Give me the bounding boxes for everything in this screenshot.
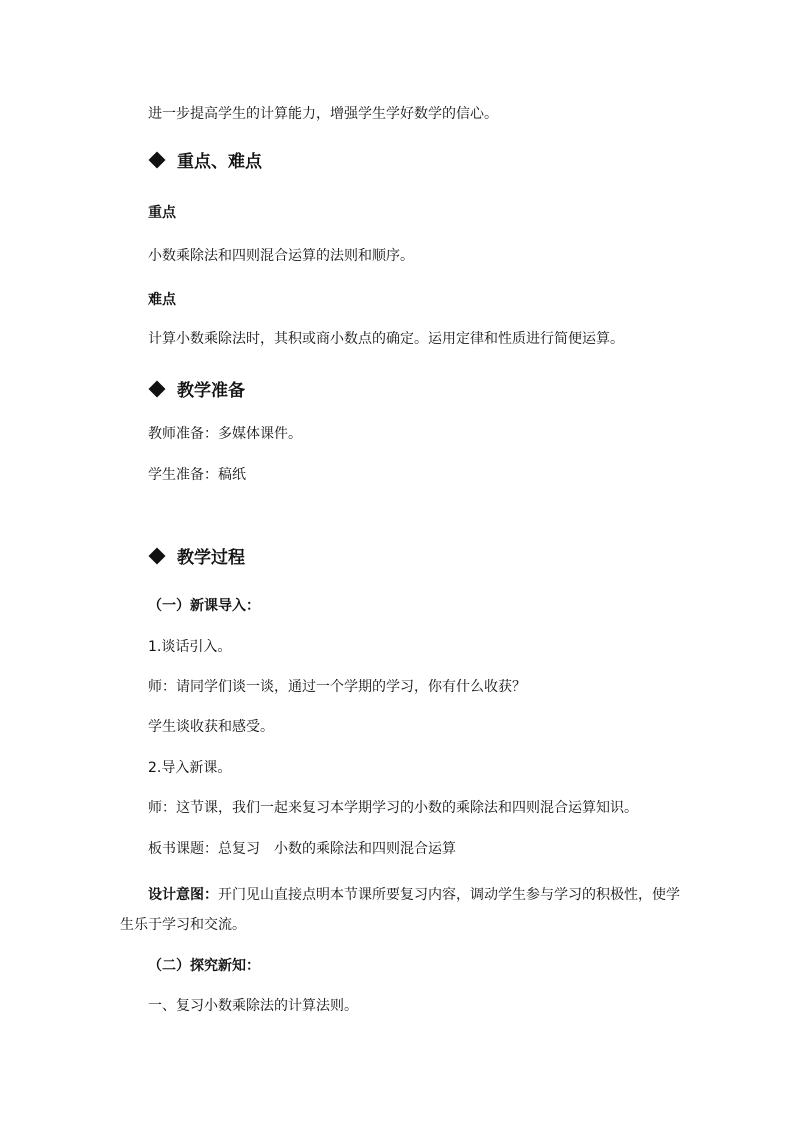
design-intent-paragraph [120, 880, 680, 940]
student-prep-text: 学生准备：稿纸 [148, 467, 246, 483]
board-title-text: 板书课题：总复习 小数的乘除法和四则混合运算 [148, 841, 456, 857]
key-label: 重点 [148, 205, 176, 221]
step-1-text: 1.谈话引入。 [148, 639, 232, 655]
difficulty-text: 计算小数乘除法时，其积或商小数点的确定。运用定律和性质进行简便运算。 [148, 331, 624, 347]
teacher-question-text: 师：请同学们谈一谈，通过一个学期的学习，你有什么收获？ [148, 679, 526, 695]
key-text: 小数乘除法和四则混合运算的法则和顺序。 [148, 248, 414, 264]
diamond-bullet-icon [149, 381, 166, 398]
teacher-intro-text: 师：这节课，我们一起来复习本学期学习的小数的乘除法和四则混合运算知识。 [148, 800, 638, 816]
heading-preparation-label: 教学准备 [177, 381, 245, 401]
intro-tail-text: 进一步提高学生的计算能力，增强学生学好数学的信心。 [148, 106, 498, 122]
review-item-text: 一、复习小数乘除法的计算法则。 [148, 998, 358, 1014]
heading-key-points-label: 重点、难点 [177, 152, 262, 172]
student-response-text: 学生谈收获和感受。 [148, 719, 274, 735]
design-intent-text: 开门见山直接点明本节课所要复习内容，调动学生参与学习的积极性，使学生乐于学习和交流。 [120, 887, 680, 933]
subsection-1-title: （一）新课导入： [148, 598, 260, 614]
difficulty-label: 难点 [148, 292, 176, 308]
design-intent-label: 设计意图： [148, 887, 218, 903]
heading-process-label: 教学过程 [177, 548, 245, 568]
subsection-2-title: （二）探究新知： [148, 958, 260, 974]
teacher-prep-text: 教师准备：多媒体课件。 [148, 426, 302, 442]
step-2-text: 2.导入新课。 [148, 760, 232, 776]
heading-process [148, 546, 245, 570]
heading-preparation [148, 379, 245, 403]
diamond-bullet-icon [149, 548, 166, 565]
heading-key-points [148, 150, 262, 174]
diamond-bullet-icon [149, 152, 166, 169]
